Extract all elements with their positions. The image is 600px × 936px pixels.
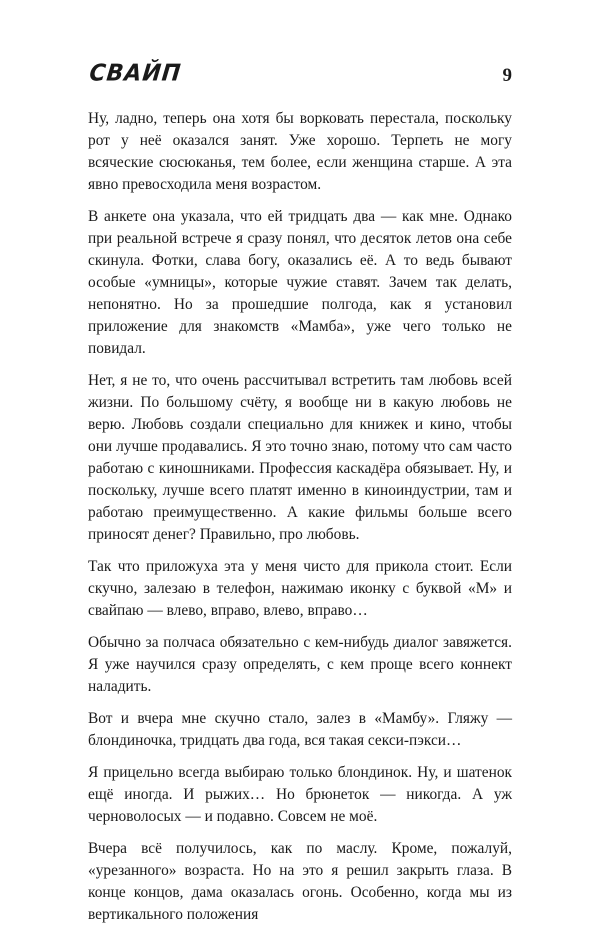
paragraph: Обычно за полчаса обязательно с кем-нибудь диалог завяжется. Я уже научился сразу определять, с кем проще всего коннект наладить. (88, 634, 512, 695)
page-number: 9 (502, 65, 512, 86)
paragraph: Вот и вчера мне скучно стало, залез в «Мамбу». Гляжу — блондиночка, тридцать два года, вся такая секси-пэкси… (88, 710, 512, 749)
paragraph: В анкете она указала, что ей тридцать два — как мне. Однако при реальной встрече я сразу понял, что десяток летов она себе скинула. Фотки, слава богу, оказались её. А то ведь бывают особые «умницы», которые чужие ставят. Зачем так делать, непонятно. Но за прошедшие полгода, как я установил приложение для знакомств «Мамба», уже чего только не повидал. (88, 208, 512, 357)
page-header (88, 62, 512, 92)
paragraph: Нет, я не то, что очень рассчитывал встретить там любовь всей жизни. По большому счёту, я вообще ни в какую любовь не верю. Любовь создали специально для книжек и кино, чтобы они лучше продавались. Я это точно знаю, потому что сам часто работаю с киношниками. Профессия каскадёра обязывает. Ну, и поскольку, лучше всего платят именно в киноиндустрии, там и работаю преимущественно. А какие фильмы больше всего приносят денег? Правильно, про любовь. (88, 372, 512, 543)
paragraph: Вчера всё получилось, как по маслу. Кроме, пожалуй, «урезанного» возраста. Но на это я решил закрыть глаза. В конце концов, дама оказалась огонь. Особенно, когда мы из вертикального положения (88, 840, 512, 923)
paragraph: Ну, ладно, теперь она хотя бы ворковать перестала, поскольку рот у неё оказался занят. Уже хорошо. Терпеть не могу всяческие сюсюканья, тем более, если женщина старше. А эта явно превосходила меня возрастом. (88, 110, 512, 193)
paragraph: Я прицельно всегда выбираю только блондинок. Ну, и шатенок ещё иногда. И рыжих… Но брюнеток — никогда. А уж черноволосых — и подавно. Совсем не моё. (88, 764, 512, 825)
paragraph: Так что приложуха эта у меня чисто для прикола стоит. Если скучно, залезаю в телефон, нажимаю иконку с буквой «М» и свайпаю — влево, вправо, влево, вправо… (88, 558, 512, 619)
body-text (88, 108, 512, 936)
running-title: СВАЙП (88, 60, 183, 87)
